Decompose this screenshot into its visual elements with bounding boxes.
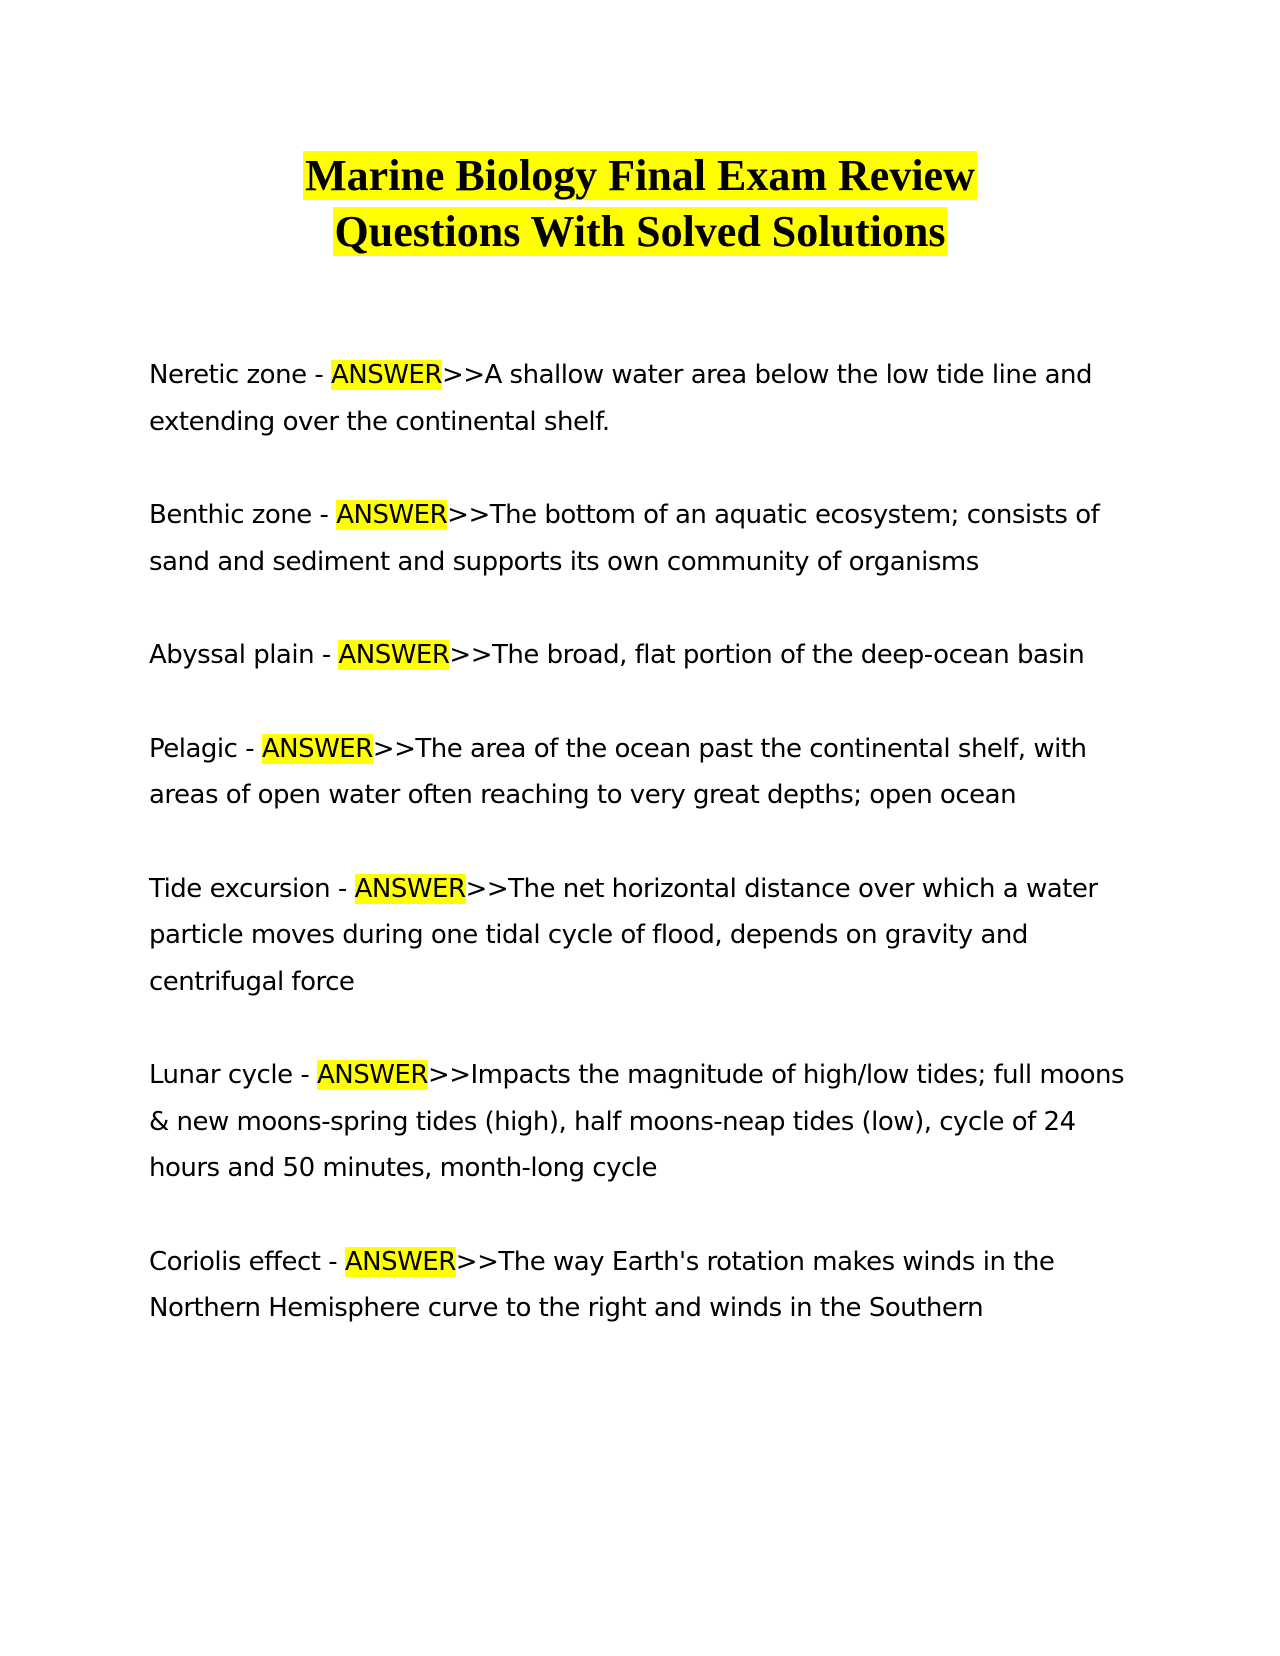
entry-definition: >>The way Earth's rotation makes winds in the Northern Hemisphere curve to the right and winds in the Southern [149, 1246, 1055, 1323]
title-line-2: Questions With Solved Solutions [334, 207, 946, 256]
page-title [150, 148, 1130, 260]
entry-definition: >>Impacts the magnitude of high/low tides; full moons & new moons-spring tides (high), half moons-neap tides (low), cycle of 24 hours and 50 minutes, month-long cycle [149, 1060, 1125, 1183]
answer-label: ANSWER [261, 733, 373, 764]
qa-entry-coriolis-effect [149, 1239, 1139, 1332]
entry-term: Pelagic - [149, 733, 262, 764]
qa-entry-neretic-zone [149, 352, 1139, 445]
qa-list [149, 352, 1139, 1379]
answer-label: ANSWER [354, 873, 466, 904]
answer-label: ANSWER [344, 1246, 456, 1277]
entry-term: Abyssal plain - [149, 640, 339, 670]
qa-entry-pelagic [149, 726, 1139, 819]
entry-term: Lunar cycle - [149, 1060, 317, 1090]
title-line-1: Marine Biology Final Exam Review [305, 151, 975, 200]
qa-entry-lunar-cycle [149, 1052, 1139, 1192]
entry-definition: >>The broad, flat portion of the deep-ocean basin [449, 640, 1085, 670]
entry-definition: >>The area of the ocean past the continental shelf, with areas of open water often reaching to very great depths; open ocean [149, 733, 1087, 810]
answer-label: ANSWER [336, 500, 448, 530]
entry-term: Benthic zone - [149, 500, 337, 530]
entry-term: Tide excursion - [149, 873, 355, 904]
entry-definition: >>A shallow water area below the low tide line and extending over the continental shelf. [149, 360, 1093, 437]
entry-definition: >>The bottom of an aquatic ecosystem; consists of sand and sediment and supports its own community of organisms [149, 500, 1100, 577]
qa-entry-abyssal-plain [149, 632, 1139, 679]
answer-label: ANSWER [330, 360, 442, 390]
entry-term: Coriolis effect - [149, 1246, 345, 1277]
answer-label: ANSWER [338, 640, 450, 670]
entry-definition: >>The net horizontal distance over which a water particle moves during one tidal cycle of flood, depends on gravity and centrifugal force [149, 873, 1098, 997]
answer-label: ANSWER [316, 1060, 428, 1090]
qa-entry-benthic-zone [149, 492, 1139, 585]
qa-entry-tide-excursion [149, 866, 1139, 1006]
entry-term: Neretic zone - [149, 360, 331, 390]
